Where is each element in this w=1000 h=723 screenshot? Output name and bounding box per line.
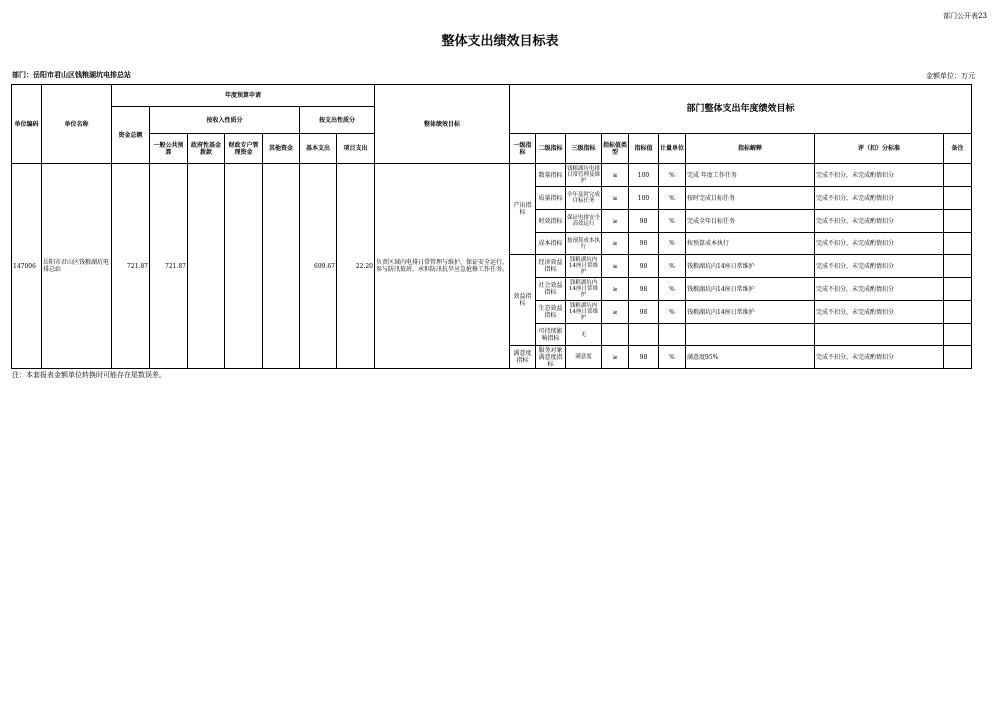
indicator-remark xyxy=(944,324,972,346)
indicator-explanation: 钱粮湖坑内14座日常维护 xyxy=(686,301,815,324)
indicator-value: 98 xyxy=(629,233,659,255)
indicator-scoring: 完成不扣分，未完成酌情扣分 xyxy=(815,164,944,187)
level1-satisfaction: 满意度指标 xyxy=(510,346,536,369)
indicator-level3: 按预算成本执行 xyxy=(566,233,602,255)
indicator-type: ≥ xyxy=(602,187,629,210)
header-overall-goal: 整体绩效目标 xyxy=(375,85,510,164)
indicator-level2: 成本指标 xyxy=(536,233,566,255)
header-level1: 一级指标 xyxy=(510,134,536,164)
indicator-value: 98 xyxy=(629,210,659,233)
indicator-type: ≥ xyxy=(602,164,629,187)
cell-unit-name: 岳阳市君山区钱粮湖坑电排总站 xyxy=(42,164,112,369)
indicator-unit: % xyxy=(659,210,686,233)
indicator-unit: % xyxy=(659,301,686,324)
indicator-level2: 服务对象满意度指标 xyxy=(536,346,566,369)
indicator-level3: 无 xyxy=(566,324,602,346)
indicator-remark xyxy=(944,164,972,187)
indicator-level3: 钱粮湖坑内14座日常维护 xyxy=(566,278,602,301)
indicator-level2: 经济效益指标 xyxy=(536,255,566,278)
amount-unit-label: 金额单位：万元 xyxy=(926,72,975,80)
indicator-unit xyxy=(659,324,686,346)
header-level3: 三级指标 xyxy=(566,134,602,164)
header-fiscal-special: 财政专户管理资金 xyxy=(225,134,263,164)
department-label: 部门：岳阳市君山区钱粮湖坑电排总站 xyxy=(12,71,131,79)
indicator-value: 98 xyxy=(629,346,659,369)
indicator-explanation: 完成 年度工作任务 xyxy=(686,164,815,187)
indicator-type: ≥ xyxy=(602,301,629,324)
header-unit-code: 单位编码 xyxy=(12,85,42,164)
indicator-level3: 钱粮湖坑内14座日常维护 xyxy=(566,255,602,278)
indicator-scoring: 完成不扣分，未完成酌情扣分 xyxy=(815,187,944,210)
cell-project-expense: 22.20 xyxy=(337,164,375,369)
indicator-unit: % xyxy=(659,278,686,301)
header-by-income: 按收入性质分 xyxy=(150,107,300,134)
header-basic-expense: 基本支出 xyxy=(300,134,337,164)
level1-output: 产出指标 xyxy=(510,164,536,255)
cell-general-public: 721.87 xyxy=(150,164,188,369)
indicator-explanation: 满意度95% xyxy=(686,346,815,369)
indicator-level2: 可持续影响指标 xyxy=(536,324,566,346)
cell-gov-fund xyxy=(188,164,225,369)
indicator-type: ≥ xyxy=(602,278,629,301)
header-value-type: 指标值类型 xyxy=(602,134,629,164)
table-number-label: 部门公开表23 xyxy=(943,12,987,20)
indicator-scoring: 完成不扣分，未完成酌情扣分 xyxy=(815,301,944,324)
cell-unit-code: 147006 xyxy=(12,164,42,369)
header-other-funds: 其他资金 xyxy=(263,134,300,164)
indicator-value: 98 xyxy=(629,255,659,278)
header-by-expense: 按支出性质分 xyxy=(300,107,375,134)
indicator-level2: 社会效益指标 xyxy=(536,278,566,301)
indicator-level2: 时效指标 xyxy=(536,210,566,233)
header-unit-name: 单位名称 xyxy=(42,85,112,164)
footnote: 注：本套报表金额单位转换时可能存在尾数误差。 xyxy=(12,371,166,379)
performance-goal-table xyxy=(11,84,972,369)
indicator-type xyxy=(602,324,629,346)
header-total-funds: 资金总额 xyxy=(112,107,150,164)
cell-fiscal-special xyxy=(225,164,263,369)
indicator-remark xyxy=(944,301,972,324)
indicator-remark xyxy=(944,210,972,233)
indicator-unit: % xyxy=(659,233,686,255)
header-annual-budget: 年度预算申请 xyxy=(112,85,375,107)
indicator-remark xyxy=(944,278,972,301)
indicator-explanation: 完成全年目标任务 xyxy=(686,210,815,233)
indicator-remark xyxy=(944,346,972,369)
header-measure-unit: 计量单位 xyxy=(659,134,686,164)
header-scoring: 评（扣）分标准 xyxy=(815,134,944,164)
indicator-value: 100 xyxy=(629,164,659,187)
indicator-unit: % xyxy=(659,346,686,369)
indicator-level3: 钱粮湖坑内14座日常维护 xyxy=(566,301,602,324)
cell-total-funds: 721.87 xyxy=(112,164,150,369)
indicator-type: ≥ xyxy=(602,210,629,233)
indicator-level3: 钱粮湖坑电排日常管理及维护 xyxy=(566,164,602,187)
indicator-unit: % xyxy=(659,187,686,210)
level1-benefit: 效益指标 xyxy=(510,255,536,346)
header-level2: 二级指标 xyxy=(536,134,566,164)
indicator-remark xyxy=(944,233,972,255)
indicator-scoring: 完成不扣分，未完成酌情扣分 xyxy=(815,346,944,369)
header-general-public: 一般公共预算 xyxy=(150,134,188,164)
indicator-value: 98 xyxy=(629,301,659,324)
page-title: 整体支出绩效目标表 xyxy=(441,34,559,49)
header-project-expense: 项目支出 xyxy=(337,134,375,164)
cell-other-funds xyxy=(263,164,300,369)
indicator-value xyxy=(629,324,659,346)
indicator-remark xyxy=(944,255,972,278)
indicator-unit: % xyxy=(659,255,686,278)
indicator-value: 98 xyxy=(629,278,659,301)
indicator-level3: 满意度 xyxy=(566,346,602,369)
indicator-scoring: 完成不扣分，未完成酌情扣分 xyxy=(815,255,944,278)
header-explanation: 指标解释 xyxy=(686,134,815,164)
indicator-explanation: 钱粮湖坑内14座日常维护 xyxy=(686,278,815,301)
indicator-scoring: 完成不扣分，未完成酌情扣分 xyxy=(815,278,944,301)
indicator-unit: % xyxy=(659,164,686,187)
indicator-type: ≥ xyxy=(602,255,629,278)
indicator-explanation: 钱粮湖坑内14座日常维护 xyxy=(686,255,815,278)
indicator-scoring: 完成不扣分，未完成酌情扣分 xyxy=(815,233,944,255)
indicator-type: ≥ xyxy=(602,346,629,369)
indicator-value: 100 xyxy=(629,187,659,210)
indicator-explanation xyxy=(686,324,815,346)
cell-overall-goal: 负责区域内电排日常管理与维护，保证安全运行，参与防汛值班，承担防汛抗旱应急抢修工作任务。 xyxy=(375,164,510,369)
header-remark: 备注 xyxy=(944,134,972,164)
cell-basic-expense: 699.67 xyxy=(300,164,337,369)
indicator-level3: 全年及时完成目标任务 xyxy=(566,187,602,210)
indicator-explanation: 按时完成目标任务 xyxy=(686,187,815,210)
indicator-level2: 生态效益指标 xyxy=(536,301,566,324)
indicator-explanation: 按预算成本执行 xyxy=(686,233,815,255)
indicator-scoring: 完成不扣分，未完成酌情扣分 xyxy=(815,210,944,233)
header-gov-fund: 政府性基金拨款 xyxy=(188,134,225,164)
indicator-remark xyxy=(944,187,972,210)
indicator-level2: 质量指标 xyxy=(536,187,566,210)
header-dept-goal: 部门整体支出年度绩效目标 xyxy=(510,85,972,134)
indicator-level2: 数量指标 xyxy=(536,164,566,187)
indicator-scoring xyxy=(815,324,944,346)
indicator-type: ≥ xyxy=(602,233,629,255)
header-value: 指标值 xyxy=(629,134,659,164)
indicator-level3: 保证电排安全高效运行 xyxy=(566,210,602,233)
